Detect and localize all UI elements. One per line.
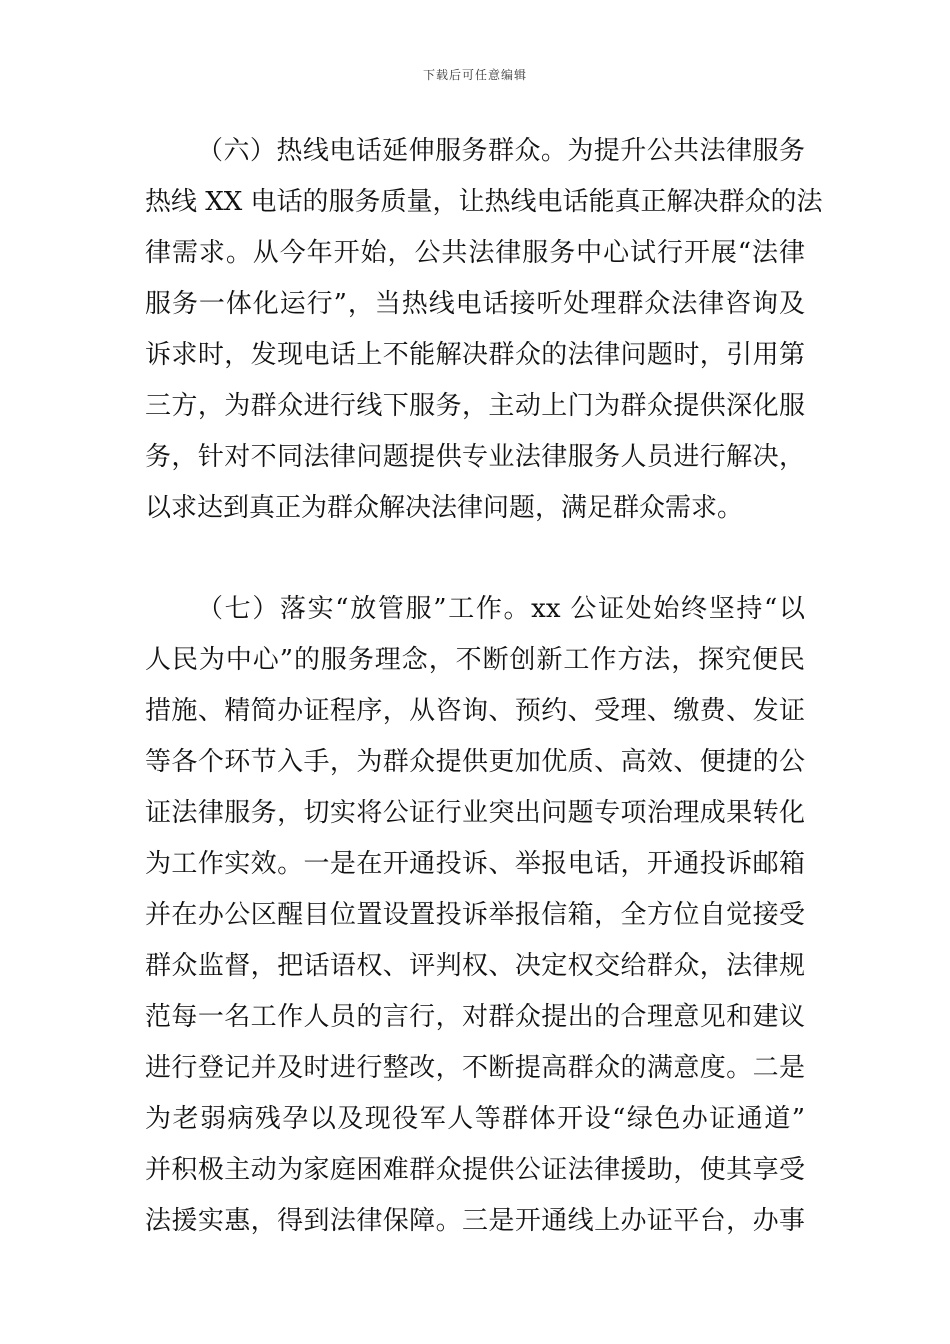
text-line: 为工作实效。一是在开通投诉、举报电话，开通投诉邮箱 [145, 849, 805, 879]
text-line: 三方，为群众进行线下服务，主动上门为群众提供深化服 [145, 391, 805, 421]
text-line: （六）热线电话延伸服务群众。为提升公共法律服务 [197, 136, 805, 166]
text-line: 范每一名工作人员的言行，对群众提出的合理意见和建议 [145, 1002, 805, 1032]
text-line: （七）落实“放管服”工作。xx 公证处始终坚持“以 [197, 594, 805, 624]
text-line: 人民为中心”的服务理念，不断创新工作方法，探究便民 [145, 645, 805, 675]
text-line: 并积极主动为家庭困难群众提供公证法律援助，使其享受 [145, 1155, 805, 1185]
text-line: 服务一体化运行”，当热线电话接听处理群众法律咨询及 [145, 289, 805, 319]
text-line: 群众监督，把话语权、评判权、决定权交给群众，法律规 [145, 951, 805, 981]
page-header-note: 下载后可任意编辑 [422, 68, 527, 82]
text-line: 热线 XX 电话的服务质量，让热线电话能真正解决群众的法 [145, 187, 823, 217]
paragraph-7-reform [145, 584, 805, 1247]
text-line: 为老弱病残孕以及现役军人等群体开设“绿色办证通道” [145, 1104, 805, 1134]
paragraph-6-hotline [145, 126, 823, 534]
text-line: 律需求。从今年开始，公共法律服务中心试行开展“法律 [145, 238, 805, 268]
text-line: 以求达到真正为群众解决法律问题，满足群众需求。 [145, 493, 744, 523]
text-line: 措施、精简办证程序，从咨询、预约、受理、缴费、发证 [145, 696, 805, 726]
text-line: 进行登记并及时进行整改，不断提高群众的满意度。二是 [145, 1053, 805, 1083]
paragraph-spacer [145, 534, 805, 584]
text-line: 务，针对不同法律问题提供专业法律服务人员进行解决， [145, 442, 805, 472]
text-line: 等各个环节入手，为群众提供更加优质、高效、便捷的公 [145, 747, 805, 777]
text-line: 并在办公区醒目位置设置投诉举报信箱，全方位自觉接受 [145, 900, 805, 930]
document-body [145, 126, 823, 1247]
text-line: 证法律服务，切实将公证行业突出问题专项治理成果转化 [145, 798, 805, 828]
text-line: 法援实惠，得到法律保障。三是开通线上办证平台，办事 [145, 1206, 805, 1236]
text-line: 诉求时，发现电话上不能解决群众的法律问题时，引用第 [145, 340, 805, 370]
